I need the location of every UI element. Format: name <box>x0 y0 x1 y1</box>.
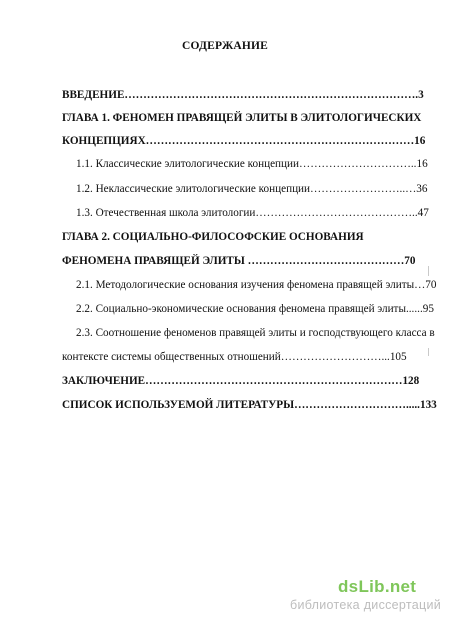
toc-entry-conclusion: ЗАКЛЮЧЕНИЕ……………………………………………………………128 <box>62 375 420 387</box>
toc-chapter-1-title-cont: КОНЦЕПЦИЯХ………………………………………………………………16 <box>62 135 426 147</box>
toc-section-1-1: 1.1. Классические элитологические концепции…………………………..16 <box>76 158 428 170</box>
scan-mark <box>428 348 429 356</box>
toc-section-2-1: 2.1. Методологические основания изучения феномена правящей элиты…70 <box>76 279 437 291</box>
toc-section-2-3-cont: контексте системы общественных отношений………………………...105 <box>62 351 407 363</box>
toc-chapter-1-title: ГЛАВА 1. ФЕНОМЕН ПРАВЯЩЕЙ ЭЛИТЫ В ЭЛИТОЛОГИЧЕСКИХ <box>62 112 422 124</box>
toc-section-1-2: 1.2. Неклассические элитологические концепции……………………..…36 <box>76 183 428 195</box>
toc-section-2-3: 2.3. Соотношение феноменов правящей элиты и господствующего класса в <box>76 327 435 339</box>
toc-chapter-2-title: ГЛАВА 2. СОЦИАЛЬНО-ФИЛОСОФСКИЕ ОСНОВАНИЯ <box>62 231 364 243</box>
toc-entry-bibliography: СПИСОК ИСПОЛЬЗУЕМОЙ ЛИТЕРАТУРЫ………………………….....133 <box>62 399 437 411</box>
toc-section-2-2: 2.2. Социально-экономические основания феномена правящей элиты......95 <box>76 303 434 315</box>
toc-chapter-2-title-cont: ФЕНОМЕНА ПРАВЯЩЕЙ ЭЛИТЫ ……………………………………70 <box>62 255 416 267</box>
watermark-subtitle: библиотека диссертаций <box>290 598 442 612</box>
toc-section-1-3: 1.3. Отечественная школа элитологии……………………………………..47 <box>76 207 429 219</box>
scan-mark <box>428 266 429 276</box>
toc-entry-introduction: ВВЕДЕНИЕ…………………………………………………………………….3 <box>62 89 424 101</box>
watermark-logo: dsLib.net <box>338 577 417 596</box>
toc-title: СОДЕРЖАНИЕ <box>181 40 269 52</box>
